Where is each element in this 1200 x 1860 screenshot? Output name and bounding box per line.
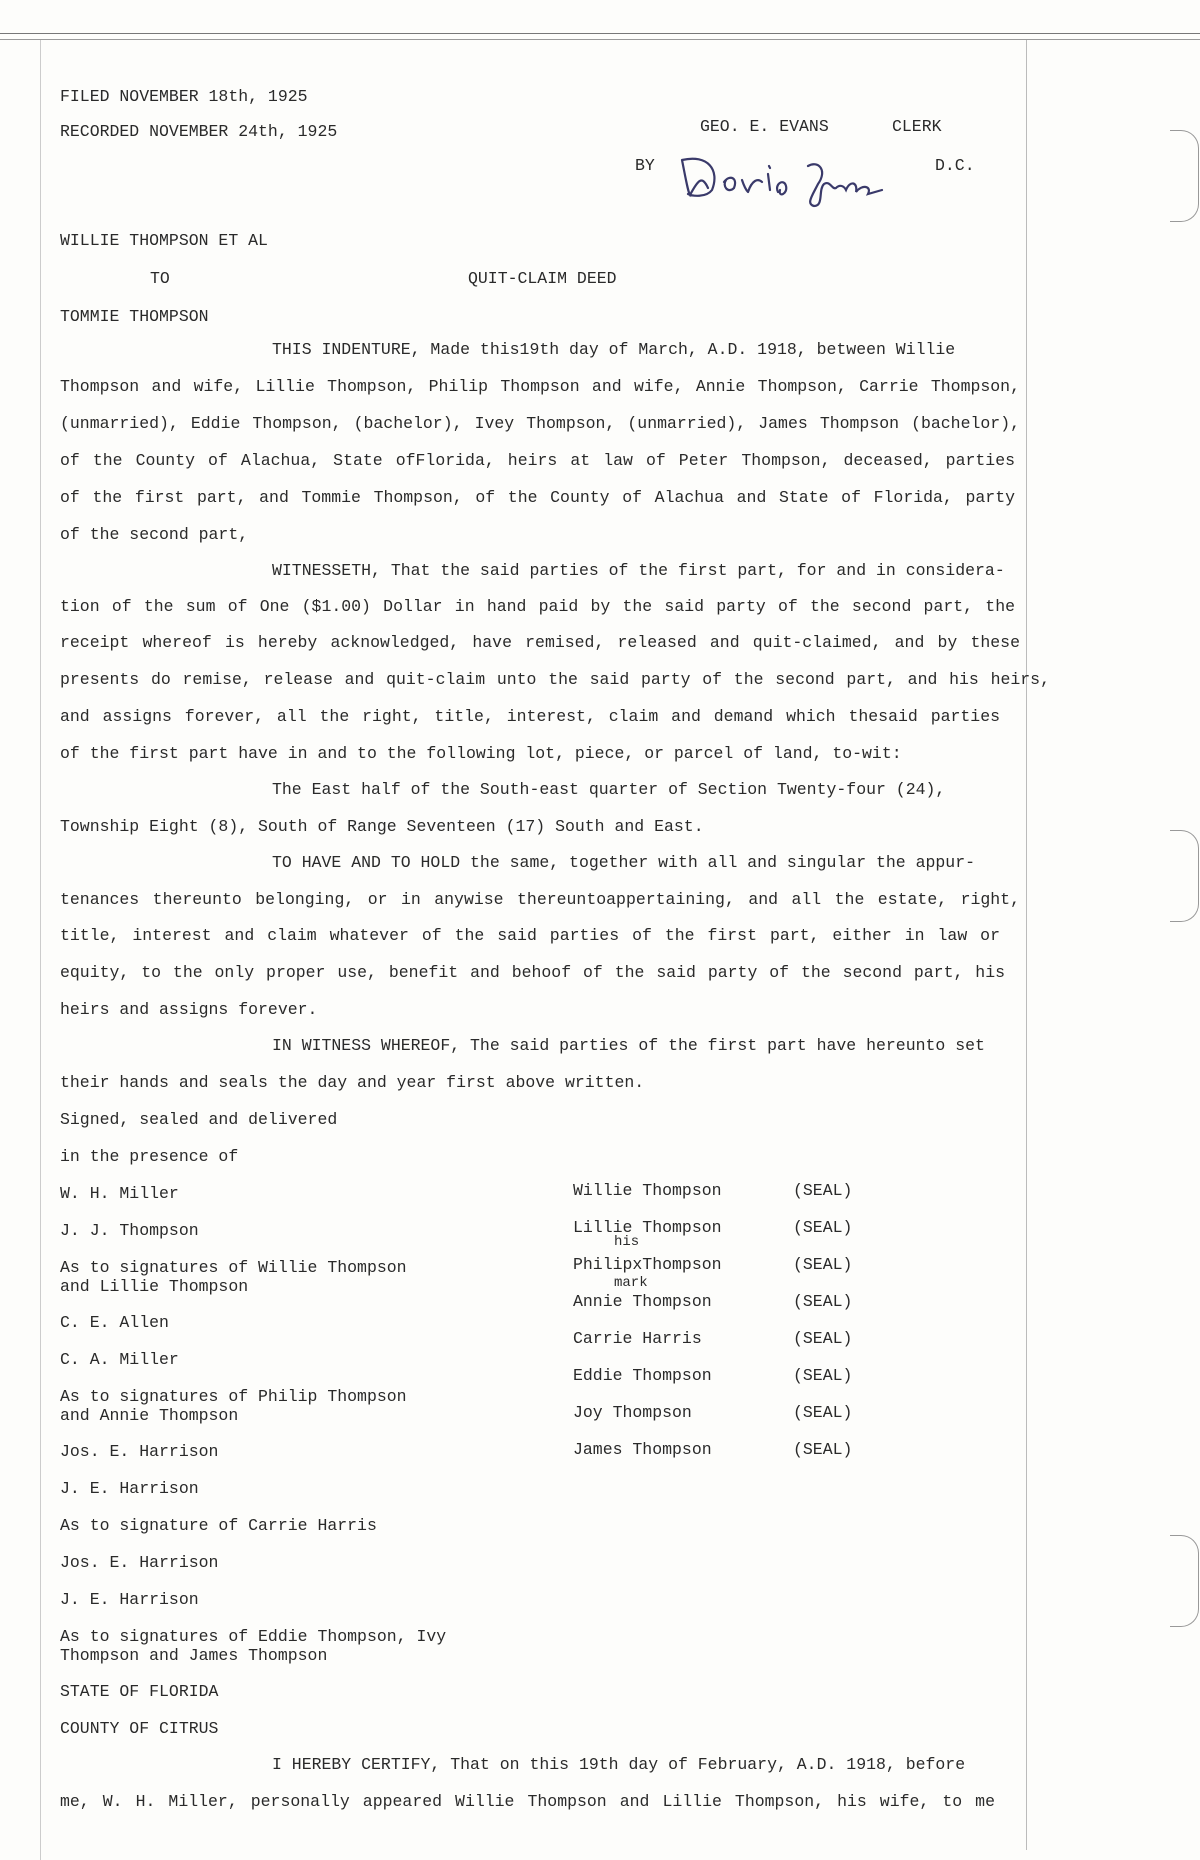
certificate-line: me, W. H. Miller, personally appeared Willie Thompson and Lillie Thompson, his wife, to me	[60, 1792, 995, 1811]
page-left-edge	[40, 40, 41, 1860]
body-line: heirs and assigns forever.	[60, 1000, 318, 1019]
seal-label: (SEAL)	[793, 1292, 853, 1311]
signer-name: Carrie Harris	[573, 1329, 702, 1348]
seal-label: (SEAL)	[793, 1440, 853, 1459]
witness-name: Jos. E. Harrison	[60, 1442, 219, 1461]
grantor-heading: WILLIE THOMPSON ET AL	[60, 231, 268, 250]
body-line: Thompson and wife, Lillie Thompson, Philip Thompson and wife, Annie Thompson, Carrie Thompson,	[60, 377, 1020, 396]
binder-hole-middle	[1170, 830, 1199, 922]
signer-name: Eddie Thompson	[573, 1366, 712, 1385]
recorded-date: RECORDED NOVEMBER 24th, 1925	[60, 122, 338, 141]
body-line: and assigns forever, all the right, title, interest, claim and demand which thesaid parties	[60, 707, 1000, 726]
witness-note: As to signatures of Eddie Thompson, Ivy	[60, 1627, 447, 1646]
witness-note: Thompson and James Thompson	[60, 1646, 328, 1665]
witness-note: As to signatures of Philip Thompson	[60, 1387, 407, 1406]
right-margin-rule	[1026, 40, 1027, 1850]
clerk-name: GEO. E. EVANS	[700, 117, 829, 136]
mark-label-mark: mark	[614, 1275, 648, 1291]
by-label: BY	[635, 156, 655, 175]
body-line: TO HAVE AND TO HOLD the same, together with all and singular the appur-	[272, 853, 976, 872]
signer-name: Joy Thompson	[573, 1403, 692, 1422]
witness-name: J. E. Harrison	[60, 1479, 199, 1498]
signer-name: Willie Thompson	[573, 1181, 722, 1200]
signer-name: PhilipxThompson	[573, 1255, 722, 1274]
witness-note: and Lillie Thompson	[60, 1277, 249, 1296]
certificate-line: I HEREBY CERTIFY, That on this 19th day of February, A.D. 1918, before	[272, 1755, 966, 1774]
witness-name: C. E. Allen	[60, 1313, 169, 1332]
witness-name: W. H. Miller	[60, 1184, 179, 1203]
filed-date: FILED NOVEMBER 18th, 1925	[60, 87, 308, 106]
body-line: title, interest and claim whatever of the said parties of the first part, either in law or	[60, 926, 1000, 945]
seal-label: (SEAL)	[793, 1366, 853, 1385]
body-line: receipt whereof is hereby acknowledged, have remised, released and quit-claimed, and by these	[60, 633, 1020, 652]
body-line: of the second part,	[60, 525, 249, 544]
witness-note: As to signatures of Willie Thompson	[60, 1258, 407, 1277]
signer-name: James Thompson	[573, 1440, 712, 1459]
witness-name: C. A. Miller	[60, 1350, 179, 1369]
mark-label-his: his	[614, 1234, 640, 1250]
body-line: IN WITNESS WHEREOF, The said parties of the first part have hereunto set	[272, 1036, 985, 1055]
body-line: WITNESSETH, That the said parties of the first part, for and in considera-	[272, 561, 1005, 580]
body-line: their hands and seals the day and year first above written.	[60, 1073, 645, 1092]
signer-name: Lillie Thompson	[573, 1218, 722, 1237]
certificate-state: STATE OF FLORIDA	[60, 1682, 219, 1701]
grantee-heading: TOMMIE THOMPSON	[60, 307, 209, 326]
body-line: THIS INDENTURE, Made this19th day of March, A.D. 1918, between Willie	[272, 340, 956, 359]
clerk-title: CLERK	[892, 117, 942, 136]
deputy-clerk-label: D.C.	[935, 156, 975, 175]
binder-hole-top	[1170, 130, 1199, 222]
body-line: of the first part, and Tommie Thompson, of the County of Alachua and State of Florida, party	[60, 488, 1015, 507]
signer-name: Annie Thompson	[573, 1292, 712, 1311]
document-title: QUIT-CLAIM DEED	[468, 269, 617, 288]
seal-label: (SEAL)	[793, 1255, 853, 1274]
witness-name: Jos. E. Harrison	[60, 1553, 219, 1572]
certificate-county: COUNTY OF CITRUS	[60, 1719, 219, 1738]
seal-label: (SEAL)	[793, 1329, 853, 1348]
witness-note: and Annie Thompson	[60, 1406, 239, 1425]
witness-name: J. E. Harrison	[60, 1590, 199, 1609]
binder-hole-bottom	[1170, 1535, 1199, 1627]
seal-label: (SEAL)	[793, 1403, 853, 1422]
land-description-line: The East half of the South-east quarter of Section Twenty-four (24),	[272, 780, 946, 799]
body-line: presents do remise, release and quit-claim unto the said party of the second part, and his heirs,	[60, 670, 1050, 689]
seal-label: (SEAL)	[793, 1218, 853, 1237]
body-line: Signed, sealed and delivered	[60, 1110, 338, 1129]
deputy-clerk-signature	[668, 140, 928, 210]
body-line: of the County of Alachua, State ofFlorida, heirs at law of Peter Thompson, deceased, parties	[60, 451, 1015, 470]
body-line: (unmarried), Eddie Thompson, (bachelor), Ivey Thompson, (unmarried), James Thompson (bachelor),	[60, 414, 1020, 433]
body-line: equity, to the only proper use, benefit and behoof of the said party of the second part, his	[60, 963, 1005, 982]
witness-note: As to signature of Carrie Harris	[60, 1516, 377, 1535]
body-line: of the first part have in and to the following lot, piece, or parcel of land, to-wit:	[60, 744, 902, 763]
witness-name: J. J. Thompson	[60, 1221, 199, 1240]
body-line: in the presence of	[60, 1147, 239, 1166]
to-label: TO	[150, 269, 170, 288]
page-top-edge	[0, 33, 1200, 40]
land-description-line: Township Eight (8), South of Range Seventeen (17) South and East.	[60, 817, 704, 836]
body-line: tion of the sum of One ($1.00) Dollar in hand paid by the said party of the second part, the	[60, 597, 1015, 616]
body-line: tenances thereunto belonging, or in anywise thereuntoappertaining, and all the estate, right,	[60, 890, 1020, 909]
seal-label: (SEAL)	[793, 1181, 853, 1200]
